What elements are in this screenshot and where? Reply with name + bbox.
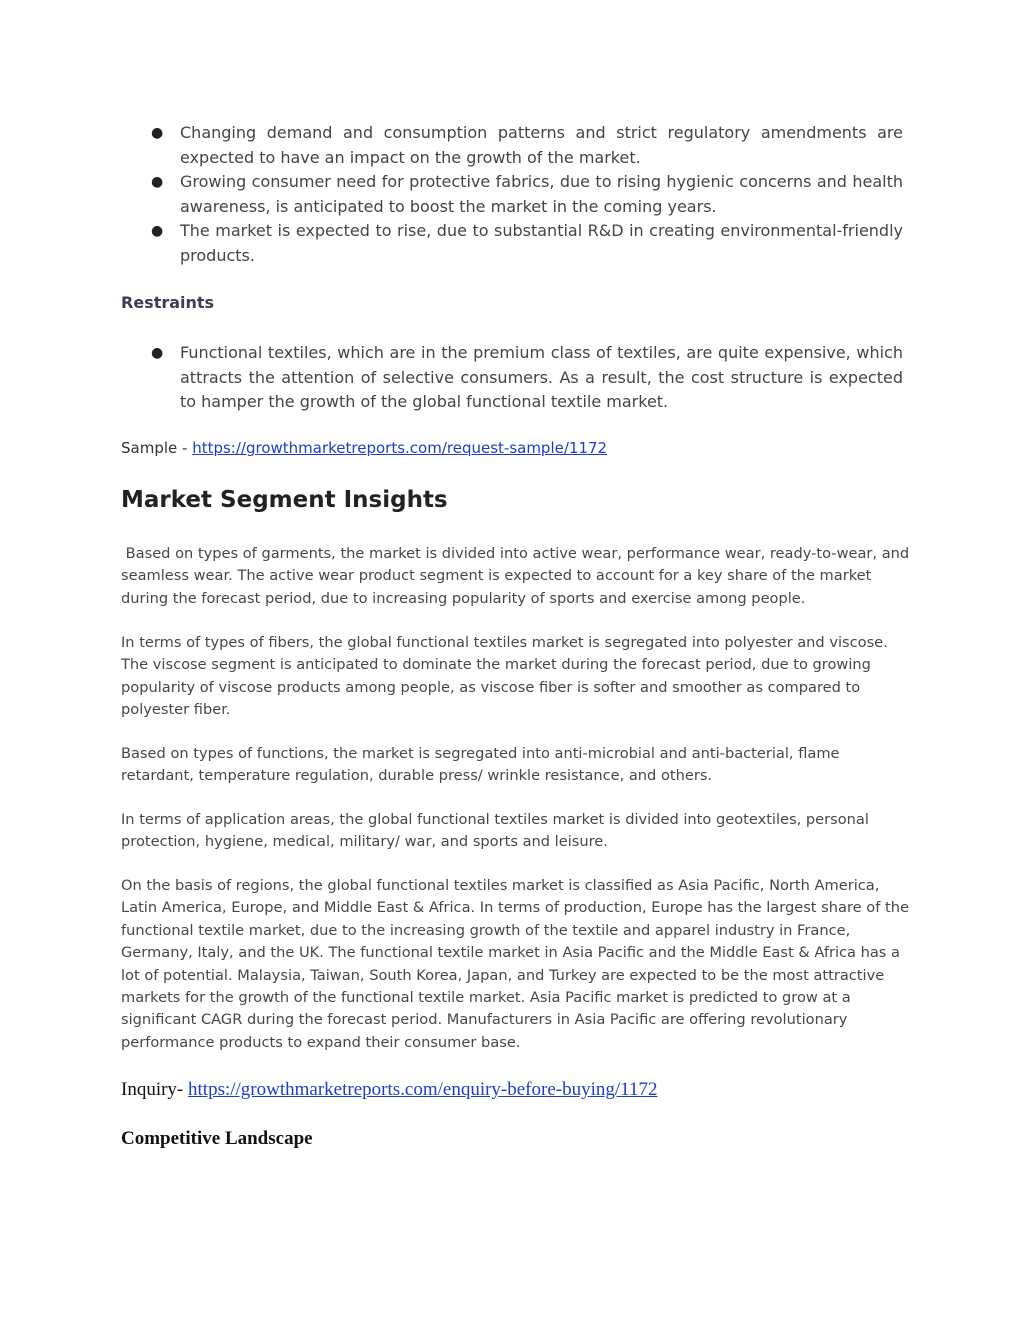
driver-text: The market is expected to rise, due to substantial R&D in creating environmental-friendly products.: [180, 221, 903, 265]
restraints-heading: Restraints: [121, 293, 215, 312]
sample-link[interactable]: https://growthmarketreports.com/request-sample/1172: [192, 439, 608, 457]
competitive-heading: Competitive Landscape: [121, 1128, 313, 1149]
inquiry-line: [121, 1079, 657, 1101]
list-item: [121, 341, 903, 415]
inquiry-link[interactable]: https://growthmarketreports.com/enquiry-before-buying/1172: [188, 1079, 658, 1100]
bullet-icon: ●: [151, 345, 164, 361]
driver-text: Changing demand and consumption patterns and strict regulatory amendments are expected to have an impact on the growth of the market.: [180, 123, 903, 167]
segment-paragraph: In terms of types of fibers, the global functional textiles market is segregated into polyester and viscose. The viscose segment is anticipated to dominate the market during the forecast period, due to growing popularity of viscose products among people, as viscose fiber is softer and smoother as compared to polyester fiber.: [121, 634, 888, 719]
segment-paragraph: Based on types of functions, the market is segregated into anti-microbial and anti-bacterial, flame retardant, temperature regulation, durable press/ wrinkle resistance, and others.: [121, 745, 840, 785]
driver-text: Growing consumer need for protective fabrics, due to rising hygienic concerns and health awareness, is anticipated to boost the market in the coming years.: [180, 172, 903, 216]
segment-paragraph: In terms of application areas, the global functional textiles market is divided into geotextiles, personal protection, hygiene, medical, military/ war, and sports and leisure.: [121, 811, 869, 851]
list-item: [121, 121, 903, 170]
bullet-icon: ●: [151, 174, 164, 190]
inquiry-label: Inquiry-: [121, 1079, 189, 1100]
list-item: [121, 219, 903, 268]
sample-label: Sample -: [121, 439, 193, 457]
list-item: [121, 170, 903, 219]
bullet-icon: ●: [151, 125, 164, 141]
restraints-list: [121, 341, 903, 415]
bullet-icon: ●: [151, 223, 164, 239]
drivers-list: [121, 121, 903, 268]
restraint-text: Functional textiles, which are in the premium class of textiles, are quite expensive, which attracts the attention of selective consumers. As a result, the cost structure is expected to hamper the growth of the global functional textile market.: [180, 343, 903, 411]
segment-paragraph: Based on types of garments, the market is divided into active wear, performance wear, ready-to-wear, and seamless wear. The active wear product segment is expected to account for a key share of the market during the forecast period, due to increasing popularity of sports and exercise among people.: [121, 545, 914, 607]
market-segment-heading: Market Segment Insights: [121, 487, 448, 513]
sample-line: [121, 439, 607, 457]
segment-paragraph: On the basis of regions, the global functional textiles market is classified as Asia Pacific, North America, Latin America, Europe, and Middle East & Africa. In terms of production, Europe has the largest share of the functional textile market, due to the increasing growth of the textile and apparel industry in France, Germany, Italy, and the UK. The functional textile market in Asia Pacific and the Middle East & Africa has a lot of potential. Malaysia, Taiwan, South Korea, Japan, and Turkey are expected to be the most attractive markets for the growth of the functional textile market. Asia Pacific market is predicted to grow at a significant CAGR during the forecast period. Manufacturers in Asia Pacific are offering revolutionary performance products to expand their consumer base.: [121, 877, 909, 1051]
